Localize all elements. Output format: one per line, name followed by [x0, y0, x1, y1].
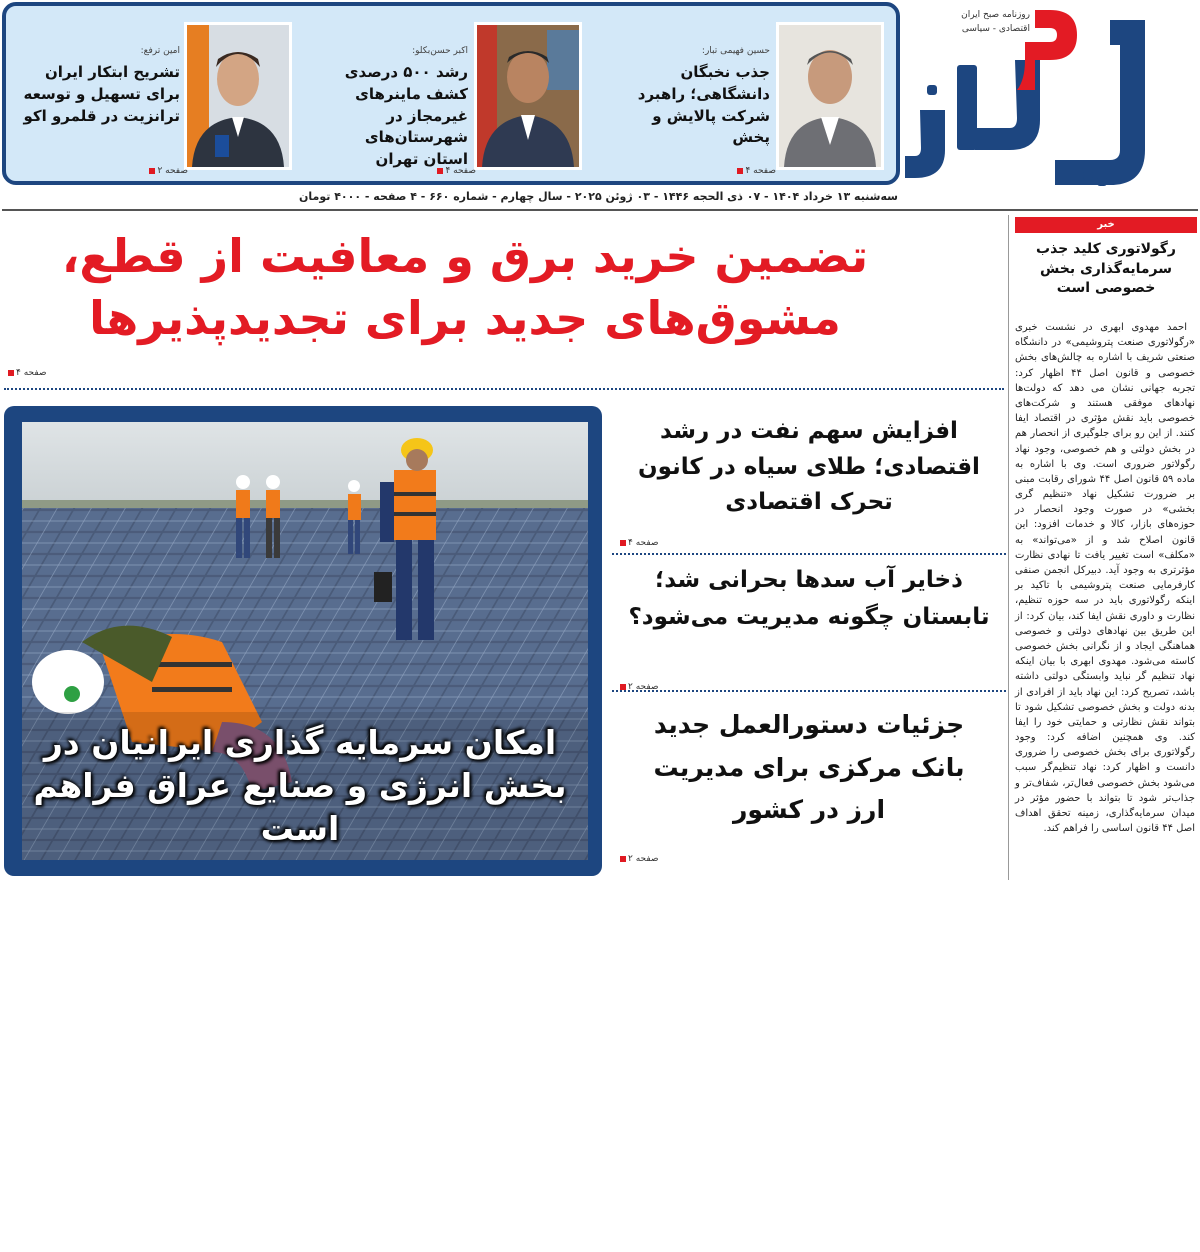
- teaser-box: [2, 2, 900, 185]
- story-title: ذخایر آب سدها بحرانی شد؛ تابستان چگونه مدیریت می‌شود؟: [628, 567, 990, 630]
- masthead: [905, 0, 1200, 200]
- news-tag: خبر: [1015, 217, 1197, 233]
- headline-line-1: تضمین خرید برق و معافیت از قطع،: [61, 229, 869, 283]
- photo-side-label: صفحه ۲: [4, 1232, 22, 1252]
- story-title: افزایش سهم نفت در رشد اقتصادی؛ طلای سیاه در کانون تحرک اقتصادی: [638, 418, 980, 516]
- news-title[interactable]: رگولاتوری کلید جذب سرمایه‌گذاری بخش خصوصی است: [1036, 241, 1176, 297]
- story-item[interactable]: [612, 562, 1006, 692]
- story-page: صفحه ۲: [620, 682, 659, 692]
- masthead-tagline: [920, 8, 1030, 37]
- divider: [612, 553, 1006, 555]
- portrait-image: [477, 25, 579, 167]
- headline-line-2: مشوق‌های جدید برای تجدیدپذیرها: [89, 291, 841, 346]
- divider: [612, 690, 1006, 692]
- teaser-byline: حسین فهیمی تبار:: [701, 46, 770, 56]
- portrait-image: [187, 25, 289, 167]
- teaser-title: تشریح ابتکار ایران برای تسهیل و توسعه ترانزیت در قلمرو اکو: [23, 63, 180, 125]
- story-page: صفحه ۲: [620, 854, 659, 864]
- news-body: [1015, 320, 1195, 876]
- story-title: جزئیات دستورالعمل جدید بانک مرکزی برای مدیریت ارز در کشور: [653, 710, 965, 824]
- teaser-item[interactable]: [314, 12, 604, 182]
- teaser-item[interactable]: [606, 12, 896, 182]
- teaser-page: صفحه ۴: [737, 166, 776, 176]
- tagline-line-1: روزنامه صبح ایران: [961, 10, 1030, 20]
- divider: [4, 388, 1004, 390]
- divider: [2, 209, 1198, 211]
- story-item[interactable]: [612, 414, 1006, 548]
- teaser-photo: [474, 22, 582, 170]
- teaser-photo: [776, 22, 884, 170]
- teaser-title: جذب نخبگان دانشگاهی؛ راهبرد شرکت پالایش و پخش: [637, 63, 770, 147]
- story-item[interactable]: [612, 704, 1006, 864]
- teaser-photo: [184, 22, 292, 170]
- teaser-item[interactable]: [16, 12, 306, 182]
- news-body-text: احمد مهدوی ابهری در نشست خبری «رگولاتوری صنعت پتروشیمی» در دانشگاه صنعتی شریف با اشاره به چالش‌های بخش خصوصی و قانون اصل ۴۴ اظهار کرد: تجربه جهانی نشان می دهد که دولت‌ها نهادهای موفقی هستند و شرکت‌های خصوصی باید نقش مؤثری در اقتصاد ایفا کنند. از این رو برای جلوگیری از انحصار هم در بخش دولتی و هم خصوصی، وجود نهاد رگولاتور ضروری است. وی با اشاره به ماده ۵۹ قانون اصل ۴۴ شورای رقابت مبنی بر ضرورت تشکیل نهاد «تنظیم گری بخشی» در صورت وجود انحصار در حوزه‌های بازار، کالا و خدمات افزود: این قانون اصلاح شد و از «می‌تواند» به «مکلف» است تغییر یافت تا نهادی نظارت مؤثرتری به وجود آید. دبیرکل انجمن صنفی کارفرمایی صنعت پتروشیمی با تاکید بر اینکه رگولاتوری باید در سه حوزه تنظیم، نظارت و داوری نقش ایفا کند، بیان کرد: از این طریق بین نهادهای دولتی و خصوصی هماهنگی ایجاد و از نگرانی بخش خصوصی کاسته می‌شود. مهدوی ابهری با بیان اینکه نهاد تنظیم گر نباید وابستگی دولتی داشته باشد، تصریح کرد: این نهاد باید از افرادی از بدنه دولت و بخش خصوصی تشکیل شود تا بتواند نقش نظارتی و حمایتی خود را ایفا کند. وی همچنین اضافه کرد: وجود رگولاتوری برای بخش خصوصی را ضروری دانست و اظهار کرد: نهاد تنظیم‌گر سبب می‌شود بخش خصوصی فعال‌تر، شفاف‌تر و جذاب‌تر شود تا بتواند با حضور مؤثر در میدان سرمایه‌گذاری، زمینه تحقق اهداف اصل ۴۴ قانون اساسی را فراهم کند.: [1015, 322, 1195, 835]
- teaser-page: صفحه ۲: [149, 166, 188, 176]
- column-divider: [1008, 215, 1009, 880]
- portrait-image: [779, 25, 881, 167]
- headline-page: صفحه ۴: [8, 368, 47, 378]
- tagline-line-2: اقتصادی - سیاسی: [961, 24, 1030, 35]
- teaser-byline: امین ترفع:: [140, 46, 180, 56]
- teaser-title: رشد ۵۰۰ درصدی کشف ماینرهای غیرمجاز در شهرستان‌های استان تهران: [344, 63, 468, 168]
- main-headline[interactable]: [20, 225, 910, 349]
- story-page: صفحه ۴: [620, 538, 659, 548]
- teaser-byline: اکبر حسن‌بکلو:: [412, 46, 468, 56]
- issue-dateline: سه‌شنبه ۱۳ خرداد ۱۴۰۴ - ۰۷ ذی الحجه ۱۴۴۶ - ۰۳ ژوئن ۲۰۲۵ - سال چهارم - شماره ۶۶۰ - ۴ صفحه - ۴۰۰۰ تومان: [299, 190, 898, 203]
- photo-story-caption[interactable]: امکان سرمایه گذاری ایرانیان در بخش انرژی و صنایع عراق فراهم است: [33, 723, 567, 848]
- teaser-page: صفحه ۴: [437, 166, 476, 176]
